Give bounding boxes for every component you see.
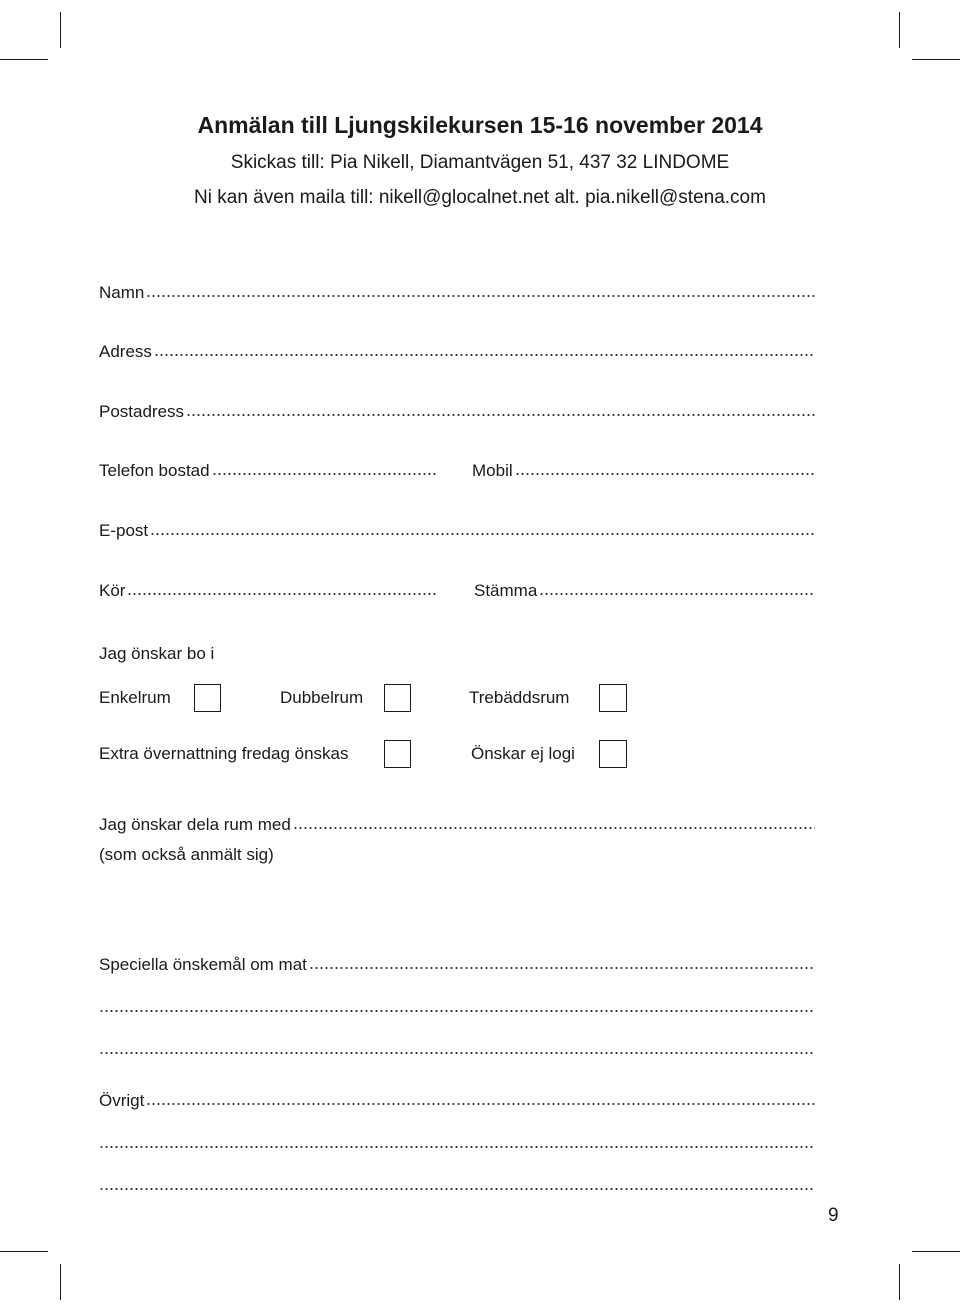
page-number: 9 (828, 1205, 839, 1226)
other-dotted-line-3 (99, 1186, 815, 1192)
address-label: Adress (99, 342, 152, 361)
mobile-dotted-line (515, 471, 815, 477)
email-label: E-post (99, 521, 149, 540)
food-label: Speciella önskemål om mat (99, 955, 307, 974)
food-extra-line[interactable] (99, 994, 815, 1018)
no-lodging-label: Önskar ej logi (471, 744, 575, 763)
voice-dotted-line (539, 591, 815, 597)
no-lodging-checkbox[interactable] (599, 740, 627, 768)
other-extra-line[interactable] (99, 1172, 815, 1196)
food-dotted-line-3 (99, 1050, 815, 1056)
roommate-dotted-line (293, 825, 815, 831)
postal-address-dotted-line (186, 412, 815, 418)
mobile-label: Mobil (472, 461, 513, 480)
triple-room-label: Trebäddsrum (469, 688, 570, 707)
postal-address-field[interactable] (99, 398, 815, 422)
single-room-label: Enkelrum (99, 688, 171, 707)
crop-mark (912, 1251, 960, 1252)
choir-field[interactable] (99, 577, 437, 601)
other-extra-line[interactable] (99, 1130, 815, 1154)
phone-dotted-line (212, 471, 437, 477)
crop-mark (0, 59, 48, 60)
roommate-field[interactable] (99, 811, 815, 835)
send-to-address: Skickas till: Pia Nikell, Diamantvägen 51, 437 32 LINDOME (230, 152, 730, 173)
single-room-checkbox[interactable] (194, 684, 221, 712)
other-label: Övrigt (99, 1091, 145, 1110)
other-field[interactable] (99, 1087, 815, 1111)
email-field[interactable] (99, 517, 815, 541)
accommodation-heading: Jag önskar bo i (99, 644, 215, 663)
address-field[interactable] (99, 338, 815, 362)
name-field[interactable] (99, 279, 815, 303)
voice-label: Stämma (474, 581, 538, 600)
name-label: Namn (99, 283, 145, 302)
other-dotted-line-2 (99, 1144, 815, 1150)
double-room-label: Dubbelrum (280, 688, 364, 707)
crop-mark (899, 1264, 900, 1300)
choir-dotted-line (127, 591, 437, 597)
voice-field[interactable] (474, 577, 815, 601)
choir-label: Kör (99, 581, 126, 600)
mobile-field[interactable] (472, 457, 815, 481)
extra-night-label: Extra övernattning fredag önskas (99, 744, 349, 763)
postal-address-label: Postadress (99, 402, 185, 421)
double-room-checkbox[interactable] (384, 684, 411, 712)
email-info: Ni kan även maila till: nikell@glocalnet.net alt. pia.nikell@stena.com (194, 187, 766, 208)
email-dotted-line (150, 531, 815, 537)
name-dotted-line (146, 293, 815, 299)
crop-mark (912, 59, 960, 60)
crop-mark (60, 12, 61, 48)
crop-mark (0, 1251, 48, 1252)
triple-room-checkbox[interactable] (599, 684, 627, 712)
extra-night-checkbox[interactable] (384, 740, 411, 768)
phone-field[interactable] (99, 457, 437, 481)
roommate-label: Jag önskar dela rum med (99, 815, 291, 834)
food-extra-line[interactable] (99, 1036, 815, 1060)
phone-label: Telefon bostad (99, 461, 210, 480)
food-dotted-line (309, 965, 815, 971)
other-dotted-line (146, 1101, 815, 1107)
food-field[interactable] (99, 951, 815, 975)
address-dotted-line (154, 352, 815, 358)
form-title: Anmälan till Ljungskilekursen 15-16 november 2014 (197, 112, 763, 138)
roommate-note: (som också anmält sig) (99, 845, 274, 864)
food-dotted-line-2 (99, 1008, 815, 1014)
crop-mark (899, 12, 900, 48)
crop-mark (60, 1264, 61, 1300)
